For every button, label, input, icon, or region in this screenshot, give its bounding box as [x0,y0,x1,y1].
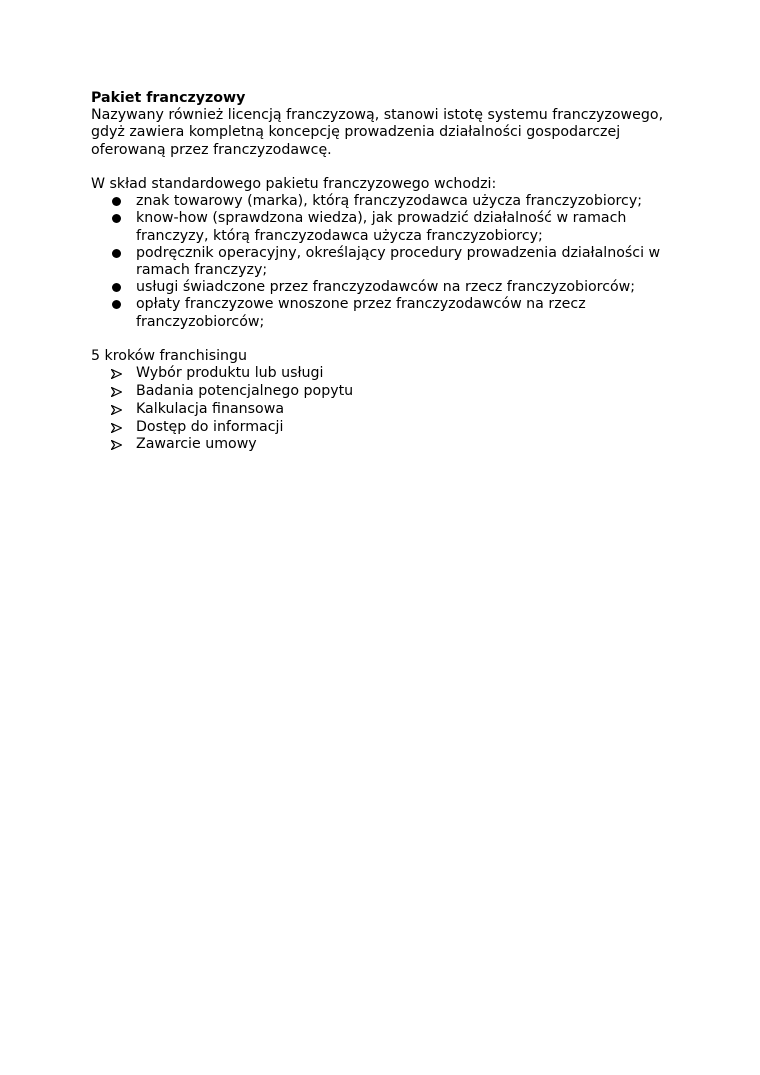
step-label: Kalkulacja finansowa [136,400,285,417]
list-item-line: usługi świadczone przez franczyzodawców na rzecz franczyzobiorców; [136,279,636,296]
bullet-icon [112,249,121,258]
bullet-icon [112,197,121,206]
bullet-icon [112,300,121,309]
step-item [91,401,691,419]
blank-line [91,331,691,348]
step-item [91,436,691,454]
list-intro: W skład standardowego pakietu franczyzowego wchodzi: [91,176,497,192]
bullet-icon [112,283,121,292]
paragraph-line: gdyż zawiera kompletną koncepcję prowadzenia działalności gospodarczej [91,124,621,141]
arrow-bullet-icon [111,387,122,397]
document-page [91,90,691,454]
blank-line [91,159,691,176]
arrow-bullet-icon [111,440,122,450]
bullet-icon [112,214,121,223]
list-item-line: franczyzy, którą franczyzodawca użycza franczyzobiorcy; [136,227,543,244]
arrow-bullet-icon [111,405,122,415]
list-item [91,296,691,330]
step-item [91,365,691,383]
step-label: Badania potencjalnego popytu [136,383,354,400]
list-item [91,279,691,296]
bullet-list [91,193,691,331]
section-title: Pakiet franczyzowy [91,90,246,106]
step-item [91,419,691,437]
list-item-line: opłaty franczyzowe wnoszone przez franczyzodawców na rzecz [136,296,586,313]
list-item [91,245,691,279]
list-item [91,193,691,210]
list-item-line: franczyzobiorców; [136,313,265,330]
list-item-line: ramach franczyzy; [136,262,268,279]
steps-intro: 5 kroków franchisingu [91,348,248,365]
step-label: Zawarcie umowy [136,436,257,453]
list-item-line: znak towarowy (marka), którą franczyzodawca użycza franczyzobiorcy; [136,193,642,210]
paragraph-line: Nazywany również licencją franczyzową, stanowi istotę systemu franczyzowego, [91,107,664,124]
paragraph-line: oferowaną przez franczyzodawcę. [91,141,332,158]
arrow-bullet-icon [111,369,122,379]
list-item-line: podręcznik operacyjny, określający procedury prowadzenia działalności w [136,244,661,261]
list-item [91,210,691,244]
list-item-line: know-how (sprawdzona wiedza), jak prowadzić działalność w ramach [136,210,627,227]
step-item [91,383,691,401]
steps-list [91,365,691,454]
step-label: Wybór produktu lub usługi [136,365,324,382]
arrow-bullet-icon [111,423,122,433]
step-label: Dostęp do informacji [136,418,284,435]
